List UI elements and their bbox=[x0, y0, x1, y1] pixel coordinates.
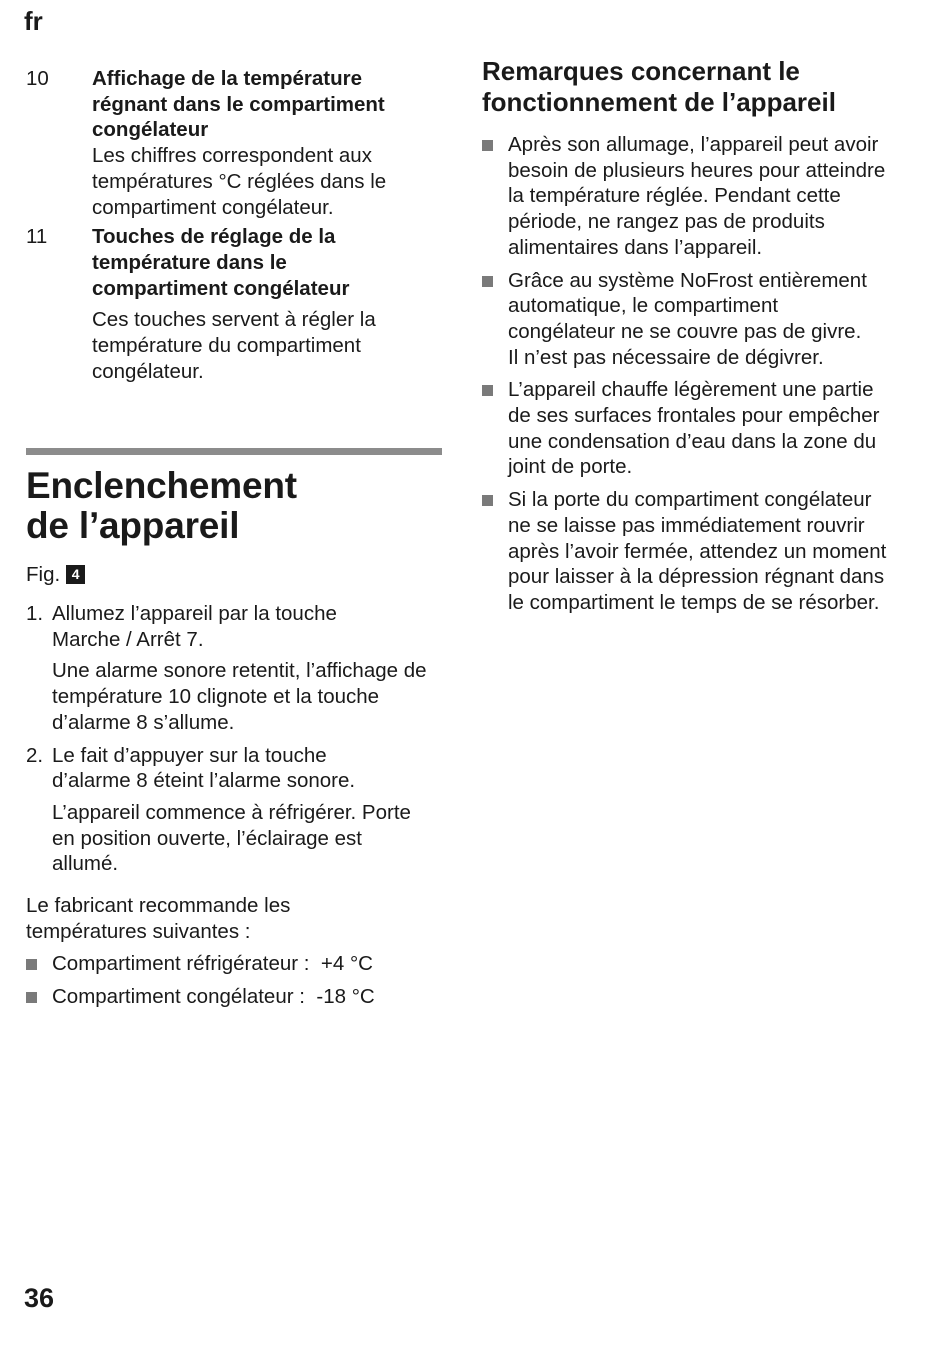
recommendation-block bbox=[26, 893, 446, 1010]
list-item-text: Ces touches servent à régler la température du compartiment congélateur. bbox=[92, 308, 376, 383]
square-bullet-icon bbox=[26, 951, 52, 977]
step-text: Allumez l’appareil par la touche Marche / Arrêt 7. bbox=[52, 602, 337, 651]
remark-text: Si la porte du compartiment congélateur ne se laisse pas immédiatement rouvrir après l’avoir fermée, attendez un moment pour laisser à la dépression régnant dans le compartiment le temps de se résorber. bbox=[508, 488, 887, 614]
temperature-value: +4 °C bbox=[320, 952, 373, 976]
figure-reference bbox=[26, 562, 85, 588]
list-item-heading: Touches de réglage de la température dans le compartiment congélateur bbox=[92, 225, 350, 300]
remark-item bbox=[482, 377, 912, 480]
step-text: Le fait d’appuyer sur la touche d’alarme 8 éteint l’alarme sonore. bbox=[52, 743, 356, 793]
square-bullet-icon bbox=[482, 487, 508, 616]
square-bullet-icon bbox=[482, 132, 508, 261]
list-item bbox=[26, 66, 446, 220]
step-number: 1. bbox=[26, 602, 44, 625]
recommendation-text: Le fabricant recommande les températures suivantes : bbox=[26, 894, 291, 943]
remark-item bbox=[482, 268, 912, 371]
step-number: 2. bbox=[26, 743, 44, 767]
list-item-text: Les chiffres correspondent aux températures °C réglées dans le compartiment congélateur. bbox=[92, 144, 387, 219]
list-item-heading: Affichage de la température régnant dans le compartiment congélateur bbox=[92, 67, 385, 142]
remarks-title: Remarques concernant le fonctionnement de l’appareil bbox=[482, 56, 836, 117]
temperature-label: Compartiment réfrigérateur : bbox=[52, 952, 310, 976]
list-item-number: 10 bbox=[26, 67, 49, 90]
temperature-item bbox=[26, 951, 446, 977]
step-item bbox=[26, 743, 446, 878]
figure-label: Fig. bbox=[26, 563, 61, 586]
remarks-section bbox=[482, 56, 912, 616]
step-item bbox=[26, 601, 446, 736]
remark-item bbox=[482, 132, 912, 261]
temperature-item bbox=[26, 984, 446, 1010]
temperature-label: Compartiment congélateur : bbox=[52, 985, 305, 1009]
figure-number: 4 bbox=[66, 565, 85, 584]
square-bullet-icon bbox=[482, 377, 508, 480]
list-item bbox=[26, 224, 446, 384]
section-title: Enclenchement de l’appareil bbox=[26, 465, 297, 546]
step-result: L’appareil commence à réfrigérer. Porte en position ouverte, l’éclairage est allumé. bbox=[52, 800, 411, 876]
step-result: Une alarme sonore retentit, l’affichage de température 10 clignote et la touche d’alarme 8 s’allume. bbox=[52, 659, 427, 734]
remark-text: Grâce au système NoFrost entièrement automatique, le compartiment congélateur ne se couvre pas de givre. Il n’est pas nécessaire de dégivrer. bbox=[508, 268, 867, 369]
page-number: 36 bbox=[24, 1283, 55, 1313]
language-code: fr bbox=[24, 6, 43, 36]
remark-item bbox=[482, 487, 912, 616]
section-divider bbox=[26, 448, 442, 455]
numbered-list bbox=[26, 66, 446, 384]
temperature-value: -18 °C bbox=[316, 985, 375, 1009]
steps-list bbox=[26, 601, 446, 877]
remark-text: L’appareil chauffe légèrement une partie de ses surfaces frontales pour empêcher une condensation d’eau dans la zone du joint de porte. bbox=[508, 378, 880, 479]
remark-text: Après son allumage, l’appareil peut avoir besoin de plusieurs heures pour atteindre la température réglée. Pendant cette période, ne rangez pas de produits alimentaires dans l’appareil. bbox=[508, 133, 886, 259]
square-bullet-icon bbox=[26, 984, 52, 1010]
square-bullet-icon bbox=[482, 268, 508, 371]
list-item-number: 11 bbox=[26, 225, 48, 249]
